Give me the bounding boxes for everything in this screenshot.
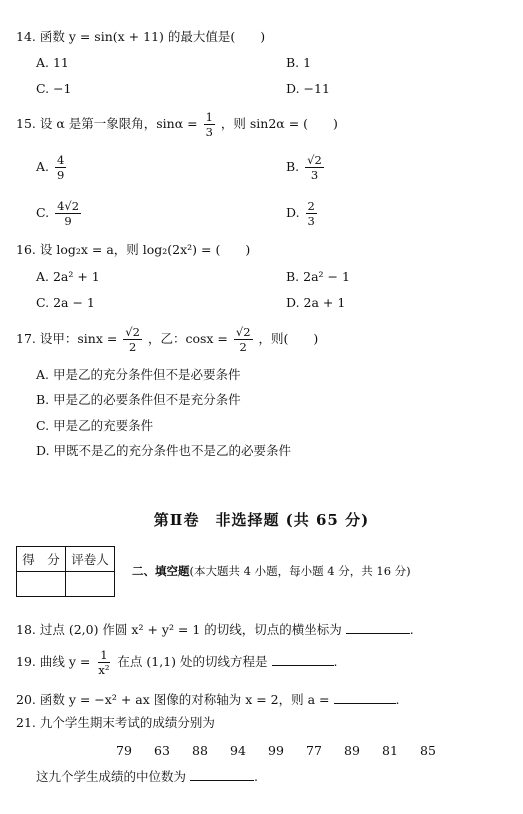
- q21-score: 88: [192, 743, 208, 758]
- q14-option-c: C. −1: [36, 81, 72, 96]
- q21-score: 77: [306, 743, 322, 758]
- q15-c-den: 9: [64, 214, 72, 229]
- q18-text: 18. 过点 (2,0) 作圆 x² + y² = 1 的切线，切点的横坐标为: [16, 622, 342, 637]
- q15-a-num: 4: [57, 153, 65, 167]
- q15-stem-pre: 15. 设 α 是第一象限角，sinα =: [16, 116, 198, 132]
- q20: [16, 692, 399, 707]
- q19-frac-num: 1: [100, 648, 108, 662]
- q17-frac2-num: √2: [235, 325, 251, 339]
- q15-a-frac: [55, 154, 66, 181]
- q15-c-label: C.: [36, 205, 50, 221]
- q17-option-c: C. 甲是乙的充要条件: [36, 418, 154, 433]
- q15-d-den: 3: [307, 214, 315, 229]
- q16-option-c: C. 2a − 1: [36, 295, 95, 310]
- q16-option-b: B. 2a² − 1: [286, 269, 350, 284]
- q17-stem-pre: 17. 设甲：sinx =: [16, 331, 118, 347]
- score-table: [16, 546, 115, 597]
- q15-stem-post: ，则 sin2α = ( ): [220, 116, 338, 132]
- fill-in-heading: 二、填空题: [132, 564, 190, 578]
- q17-option-d: D. 甲既不是乙的充分条件也不是乙的必要条件: [36, 443, 292, 458]
- q21-answer-blank[interactable]: [190, 769, 254, 781]
- q17-stem-mid: ，乙：cosx =: [147, 331, 228, 347]
- q21-score: 94: [230, 743, 246, 758]
- q21-tail: [36, 769, 258, 784]
- q15-b-label: B.: [286, 159, 300, 175]
- q14-option-b: B. 1: [286, 55, 312, 70]
- q21-tail-text: 这九个学生成绩的中位数为: [36, 769, 187, 784]
- q15-option-d: [286, 200, 319, 227]
- q18: [16, 622, 414, 637]
- score-header: 得 分: [17, 547, 66, 572]
- q15-d-num: 2: [307, 199, 315, 213]
- q21-score: 79: [116, 743, 132, 758]
- q21-score: 85: [420, 743, 436, 758]
- q21-score: 63: [154, 743, 170, 758]
- q20-end: .: [395, 692, 400, 707]
- q19-answer-blank[interactable]: [272, 654, 334, 666]
- q15-d-frac: [306, 200, 317, 227]
- q15-frac-den: 3: [205, 125, 213, 140]
- q15-fraction: [204, 111, 215, 138]
- q15-option-b: [286, 154, 326, 181]
- q21-score: 89: [344, 743, 360, 758]
- q19-frac-den: x²: [98, 663, 110, 678]
- q17-frac1-num: √2: [125, 325, 140, 339]
- q17-stem: [16, 326, 318, 353]
- q18-end: .: [409, 622, 414, 637]
- q15-b-frac: [305, 154, 324, 181]
- q17-frac1: [123, 326, 142, 353]
- q17-frac2-den: 2: [239, 340, 247, 355]
- q18-answer-blank[interactable]: [346, 622, 410, 634]
- q14-stem: 14. 函数 y = sin(x + 11) 的最大值是( ): [16, 29, 266, 44]
- q20-answer-blank[interactable]: [334, 692, 396, 704]
- q21-score: 81: [382, 743, 398, 758]
- grader-header: 评卷人: [66, 547, 115, 572]
- q15-c-frac: [55, 200, 81, 227]
- q19: [16, 649, 337, 676]
- q19-end: .: [333, 654, 338, 670]
- q15-stem: [16, 111, 338, 138]
- q20-text: 20. 函数 y = −x² + ax 图像的对称轴为 x = 2，则 a =: [16, 692, 330, 707]
- section-title: 第Ⅱ卷 非选择题 (共 65 分): [153, 511, 370, 529]
- q21-end: .: [254, 769, 258, 784]
- q15-b-den: 3: [310, 168, 319, 183]
- q17-option-b: B. 甲是乙的必要条件但不是充分条件: [36, 392, 241, 407]
- q19-frac: [96, 649, 111, 676]
- q15-c-num: 4√2: [57, 199, 80, 213]
- fill-in-heading-line: [132, 566, 411, 578]
- q16-stem: 16. 设 log₂x = a，则 log₂(2x²) = ( ): [16, 242, 251, 257]
- q19-pre: 19. 曲线 y =: [16, 654, 91, 670]
- q15-frac-num: 1: [205, 110, 213, 124]
- q15-a-label: A.: [36, 159, 50, 175]
- q15-b-num: √2: [307, 153, 322, 167]
- score-cell: [17, 572, 66, 597]
- q15-d-label: D.: [286, 205, 300, 221]
- q17-option-a: A. 甲是乙的充分条件但不是必要条件: [36, 367, 241, 382]
- q21-score: 99: [268, 743, 284, 758]
- q19-post: 在点 (1,1) 处的切线方程是: [117, 654, 268, 670]
- q21-stem: 21. 九个学生期末考试的成绩分别为: [16, 715, 215, 730]
- q16-option-a: A. 2a² + 1: [36, 269, 100, 284]
- q17-frac2: [234, 326, 253, 353]
- fill-in-note: (本大题共 4 小题，每小题 4 分，共 16 分): [189, 564, 411, 578]
- q15-a-den: 9: [57, 168, 65, 183]
- q16-option-d: D. 2a + 1: [286, 295, 346, 310]
- q15-option-c: [36, 200, 83, 227]
- q17-frac1-den: 2: [128, 340, 137, 355]
- q17-stem-post: ，则( ): [258, 331, 319, 347]
- grader-cell: [66, 572, 115, 597]
- q15-option-a: [36, 154, 68, 181]
- q14-option-a: A. 11: [36, 55, 69, 70]
- q14-option-d: D. −11: [286, 81, 330, 96]
